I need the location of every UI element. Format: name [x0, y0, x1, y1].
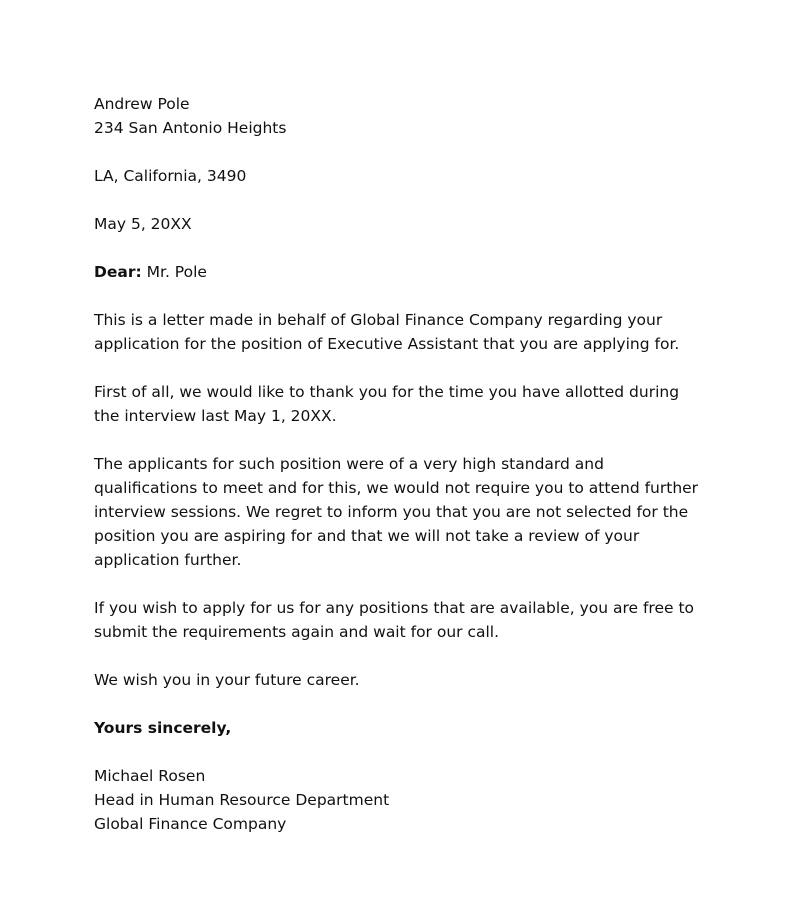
- paragraph-3: [94, 452, 734, 572]
- signature-title: Head in Human Resource Department: [94, 791, 390, 809]
- signature-block: [94, 764, 734, 836]
- paragraph-line: application further.: [94, 551, 242, 569]
- paragraph-line: This is a letter made in behalf of Global Finance Company regarding your: [94, 311, 663, 329]
- signature-company: Global Finance Company: [94, 815, 287, 833]
- paragraph-line: We wish you in your future career.: [94, 671, 360, 689]
- paragraph-line: submit the requirements again and wait for our call.: [94, 623, 500, 641]
- sender-city: LA, California, 3490: [94, 167, 247, 185]
- paragraph-1: [94, 308, 734, 356]
- paragraph-line: If you wish to apply for us for any positions that are available, you are free to: [94, 599, 695, 617]
- paragraph-line: The applicants for such position were of a very high standard and: [94, 455, 604, 473]
- paragraph-line: First of all, we would like to thank you for the time you have allotted during: [94, 383, 680, 401]
- closing: Yours sincerely,: [94, 719, 232, 737]
- paragraph-line: the interview last May 1, 20XX.: [94, 407, 337, 425]
- paragraph-line: interview sessions. We regret to inform you that you are not selected for the: [94, 503, 689, 521]
- salutation: [94, 260, 734, 284]
- letter: [94, 92, 734, 836]
- sender-block: [94, 92, 734, 188]
- salutation-label: Dear:: [94, 263, 142, 281]
- letter-date: May 5, 20XX: [94, 215, 192, 233]
- paragraph-2: [94, 380, 734, 428]
- salutation-recipient: Mr. Pole: [141, 263, 207, 281]
- sender-name: Andrew Pole: [94, 95, 190, 113]
- paragraph-5: [94, 668, 734, 692]
- paragraph-line: position you are aspiring for and that we will not take a review of your: [94, 527, 640, 545]
- paragraph-line: application for the position of Executive Assistant that you are applying for.: [94, 335, 680, 353]
- signature-name: Michael Rosen: [94, 767, 206, 785]
- paragraph-4: [94, 596, 734, 644]
- sender-street: 234 San Antonio Heights: [94, 119, 287, 137]
- paragraph-line: qualifications to meet and for this, we would not require you to attend further: [94, 479, 699, 497]
